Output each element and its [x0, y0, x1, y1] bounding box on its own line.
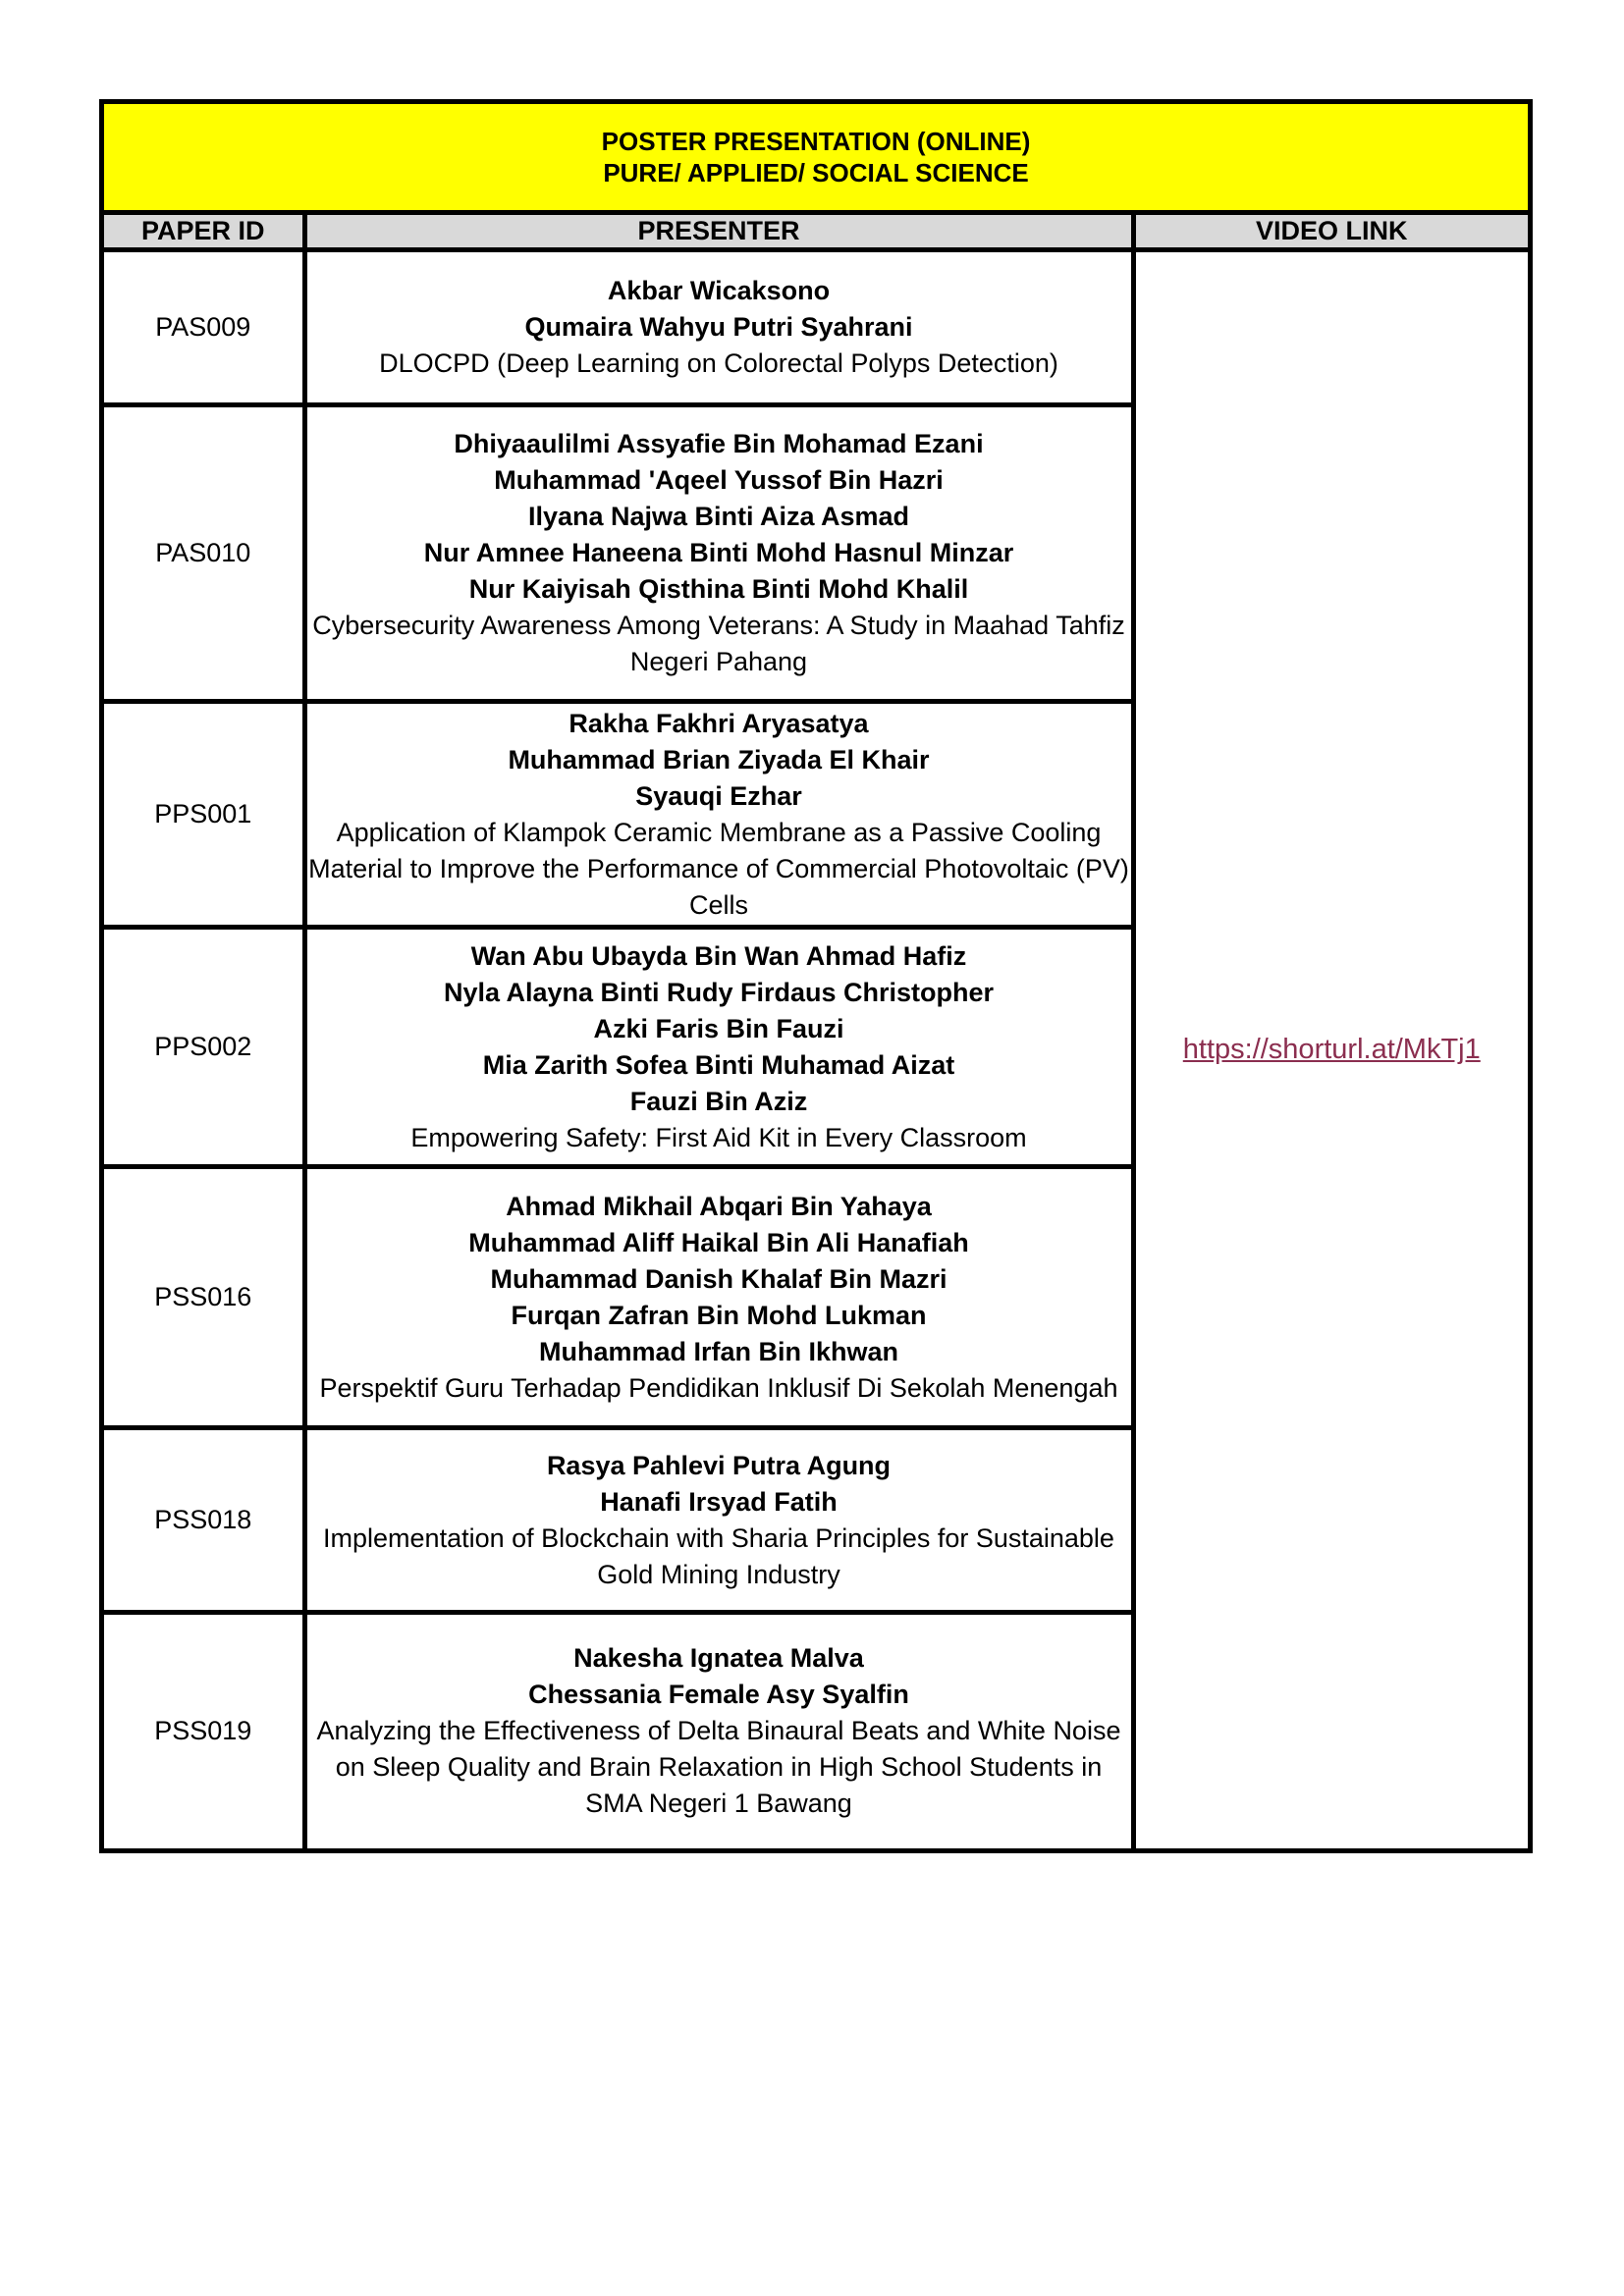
presenter-cell — [304, 1167, 1133, 1428]
presenter-name: Ilyana Najwa Binti Aiza Asmad — [527, 502, 910, 531]
schedule-sheet — [99, 99, 1533, 1853]
column-header-video-link: VIDEO LINK — [1133, 213, 1528, 250]
presenter-cell — [304, 928, 1133, 1167]
paper-id: PSS016 — [104, 1167, 304, 1428]
table-title — [104, 104, 1528, 213]
presenter-name: Nyla Alayna Binti Rudy Firdaus Christopher — [443, 977, 995, 1007]
presenter-cell — [304, 1428, 1133, 1613]
presenter-name: Azki Faris Bin Fauzi — [593, 1013, 844, 1043]
presenter-name: Akbar Wicaksono — [607, 276, 831, 305]
presenter-name: Qumaira Wahyu Putri Syahrani — [524, 312, 913, 342]
presenter-name: Hanafi Irsyad Fatih — [600, 1486, 838, 1517]
presenter-name: Syauqi Ezhar — [635, 780, 802, 811]
presenter-cell — [304, 405, 1133, 702]
presenter-name: Mia Zarith Sofea Binti Muhamad Aizat — [482, 1049, 955, 1080]
presenter-name: Muhammad Danish Khalaf Bin Mazri — [490, 1263, 947, 1294]
title-line-2: PURE/ APPLIED/ SOCIAL SCIENCE — [603, 158, 1029, 187]
presenter-name: Ahmad Mikhail Abqari Bin Yahaya — [506, 1191, 932, 1221]
paper-id: PPS002 — [104, 928, 304, 1167]
column-header-paper-id: PAPER ID — [104, 213, 304, 250]
table-body — [104, 250, 1528, 1848]
presenter-name: Nakesha Ignatea Malva — [573, 1643, 864, 1674]
presenter-name: Muhammad 'Aqeel Yussof Bin Hazri — [494, 465, 944, 495]
paper-id: PSS019 — [104, 1613, 304, 1848]
presenter-name: Muhammad Irfan Bin Ikhwan — [538, 1336, 899, 1366]
presenter-name: Furqan Zafran Bin Mohd Lukman — [511, 1300, 927, 1330]
paper-title: Analyzing the Effectiveness of Delta Binaural Beats and White Noise on Sleep Quality and Brain Relaxation in High School Students in SMA Negeri 1 Bawang — [316, 1716, 1121, 1819]
presenter-name: Fauzi Bin Aziz — [629, 1086, 808, 1116]
paper-id: PSS018 — [104, 1428, 304, 1613]
paper-title: Empowering Safety: First Aid Kit in Every Classroom — [410, 1122, 1027, 1152]
presenter-name: Chessania Female Asy Syalfin — [528, 1680, 909, 1710]
paper-title: DLOCPD (Deep Learning on Colorectal Polyps Detection) — [379, 348, 1058, 378]
presentation-table — [104, 104, 1528, 1848]
paper-title: Application of Klampok Ceramic Membrane as a Passive Cooling Material to Improve the Performance of Commercial Photovoltaic (PV) Cells — [308, 817, 1129, 920]
column-header-presenter: PRESENTER — [304, 213, 1133, 250]
presenter-name: Nur Kaiyisah Qisthina Binti Mohd Khalil — [468, 574, 969, 604]
paper-title: Cybersecurity Awareness Among Veterans: A Study in Maahad Tahfiz Negeri Pahang — [312, 611, 1125, 676]
video-link[interactable]: https://shorturl.at/MkTj1 — [1182, 1034, 1481, 1066]
video-link-cell — [1133, 250, 1528, 1848]
paper-title: Perspektif Guru Terhadap Pendidikan Inklusif Di Sekolah Menengah — [319, 1372, 1118, 1403]
presenter-name: Dhiyaaulilmi Assyafie Bin Mohamad Ezani — [454, 429, 984, 458]
column-header-row — [104, 213, 1528, 250]
title-line-1: POSTER PRESENTATION (ONLINE) — [601, 127, 1031, 156]
presenter-cell — [304, 250, 1133, 405]
paper-id: PPS001 — [104, 702, 304, 928]
presenter-cell — [304, 702, 1133, 928]
presenter-name: Rasya Pahlevi Putra Agung — [546, 1450, 892, 1480]
presenter-name: Rakha Fakhri Aryasatya — [568, 708, 869, 738]
presenter-name: Wan Abu Ubayda Bin Wan Ahmad Hafiz — [470, 940, 967, 971]
presenter-cell — [304, 1613, 1133, 1848]
presenter-name: Muhammad Brian Ziyada El Khair — [508, 744, 930, 774]
presenter-name: Muhammad Aliff Haikal Bin Ali Hanafiah — [468, 1227, 969, 1257]
presenter-name: Nur Amnee Haneena Binti Mohd Hasnul Minzar — [423, 538, 1014, 567]
paper-title: Implementation of Blockchain with Sharia Principles for Sustainable Gold Mining Industry — [323, 1522, 1114, 1589]
paper-id: PAS009 — [104, 250, 304, 405]
paper-id: PAS010 — [104, 405, 304, 702]
table-row — [104, 250, 1528, 405]
